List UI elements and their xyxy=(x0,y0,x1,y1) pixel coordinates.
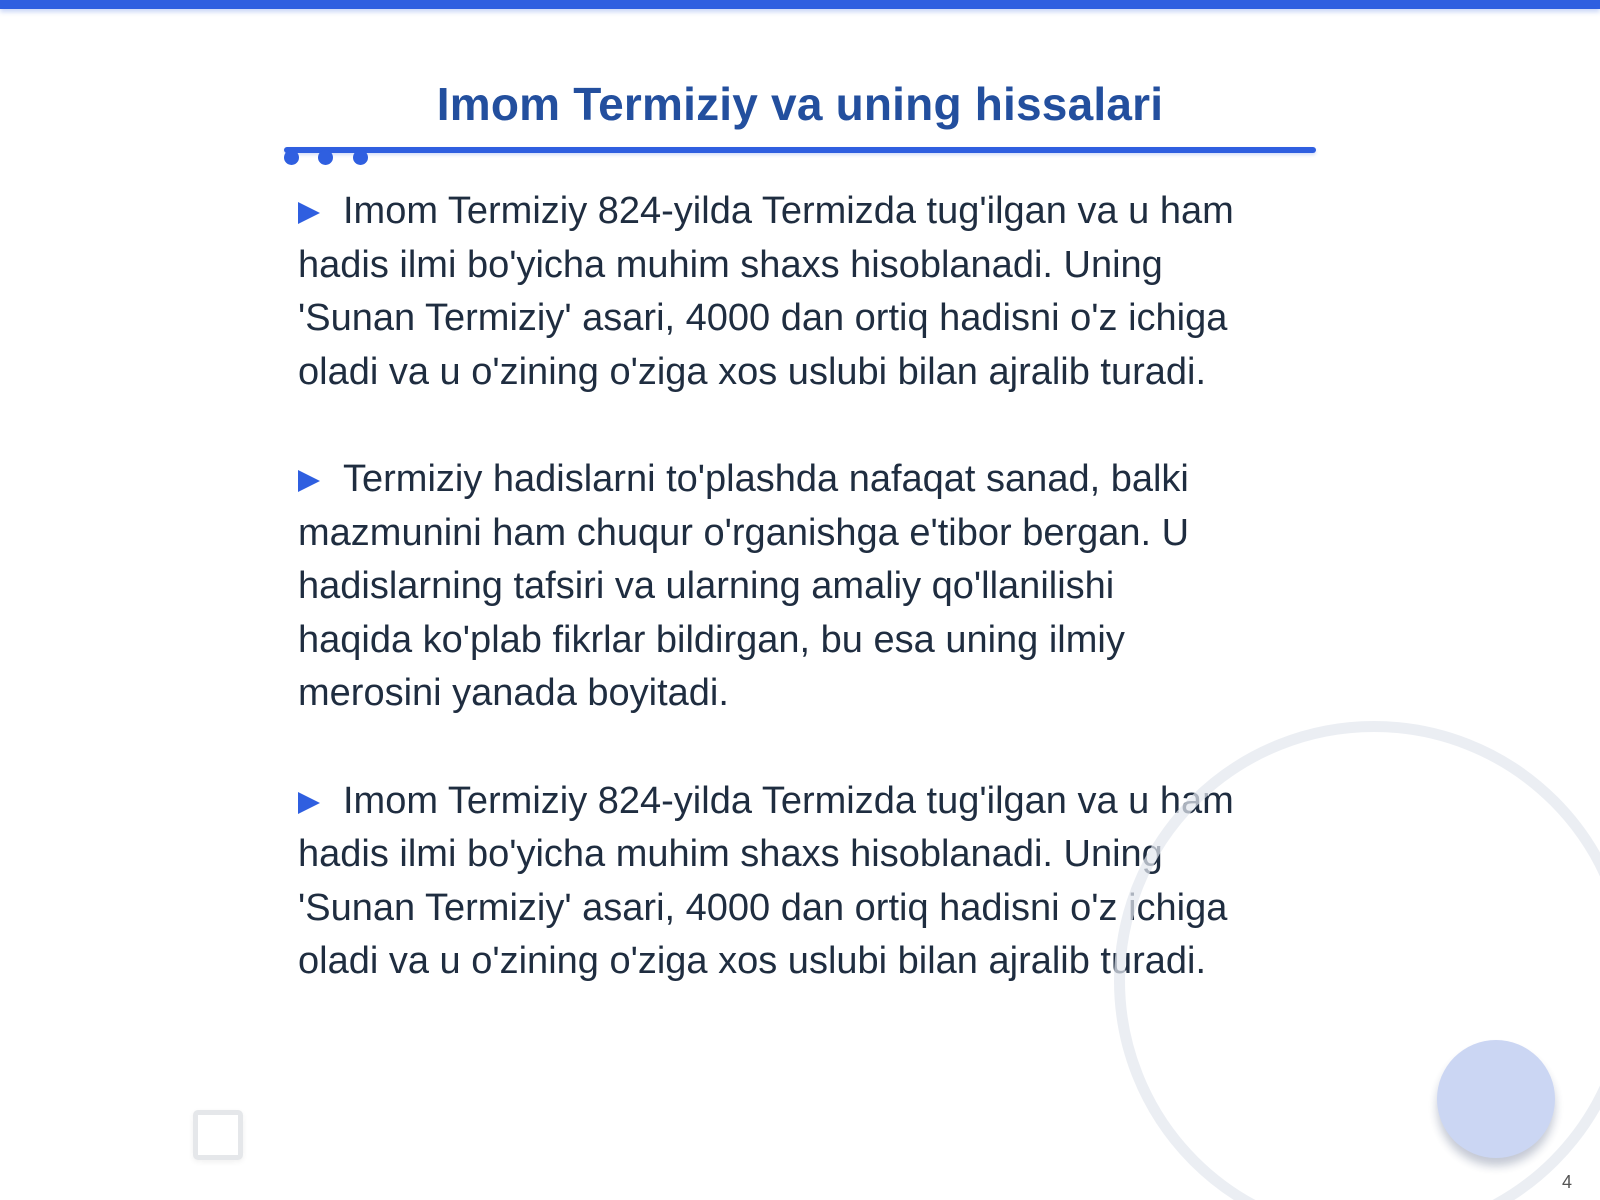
title-underline xyxy=(284,147,1316,153)
underline-dot xyxy=(318,150,333,165)
page-number: 4 xyxy=(1561,1172,1572,1192)
triangle-bullet-icon xyxy=(298,792,320,814)
paragraph-line-text: Termiziy hadislarni to'plashda nafaqat sanad, balki xyxy=(343,458,1189,500)
paragraph-line: hadislarning tafsiri va ularning amaliy qo'llanilishi xyxy=(298,565,1115,607)
paragraph-line xyxy=(298,775,1314,829)
underline-dot xyxy=(284,150,299,165)
paragraph-line xyxy=(298,453,1314,507)
decorative-square xyxy=(193,1110,243,1160)
paragraph-line: oladi va u o'zining o'ziga xos uslubi bilan ajralib turadi. xyxy=(298,940,1207,982)
paragraph-line-text: Imom Termiziy 824-yilda Termizda tug'ilgan va u ham xyxy=(343,190,1234,232)
underline-dot xyxy=(353,150,368,165)
decorative-circle xyxy=(1437,1040,1555,1158)
paragraph-line: 'Sunan Termiziy' asari, 4000 dan ortiq hadisni o'z ichiga xyxy=(298,297,1228,339)
paragraph-line: merosini yanada boyitadi. xyxy=(298,672,729,714)
paragraph-line: hadis ilmi bo'yicha muhim shaxs hisoblanadi. Uning xyxy=(298,833,1163,875)
paragraph-line-text: Imom Termiziy 824-yilda Termizda tug'ilgan va u ham xyxy=(343,779,1234,822)
top-accent-bar xyxy=(0,0,1600,9)
paragraph-line: hadis ilmi bo'yicha muhim shaxs hisoblanadi. Uning xyxy=(298,243,1163,286)
paragraph-line xyxy=(298,185,1314,239)
triangle-bullet-icon xyxy=(298,202,320,224)
paragraph-line: haqida ko'plab fikrlar bildirgan, bu esa uning ilmiy xyxy=(298,618,1125,661)
paragraph-line: 'Sunan Termiziy' asari, 4000 dan ortiq hadisni o'z ichiga xyxy=(298,886,1228,929)
paragraph-line: oladi va u o'zining o'ziga xos uslubi bilan ajralib turadi. xyxy=(298,350,1207,393)
paragraph-line: mazmunini ham chuqur o'rganishga e'tibor bergan. U xyxy=(298,511,1190,554)
bullet-paragraph-2 xyxy=(298,453,1314,721)
triangle-bullet-icon xyxy=(298,470,320,492)
bullet-paragraph-1 xyxy=(298,185,1314,399)
slide-title: Imom Termiziy va uning hissalari xyxy=(436,78,1164,130)
